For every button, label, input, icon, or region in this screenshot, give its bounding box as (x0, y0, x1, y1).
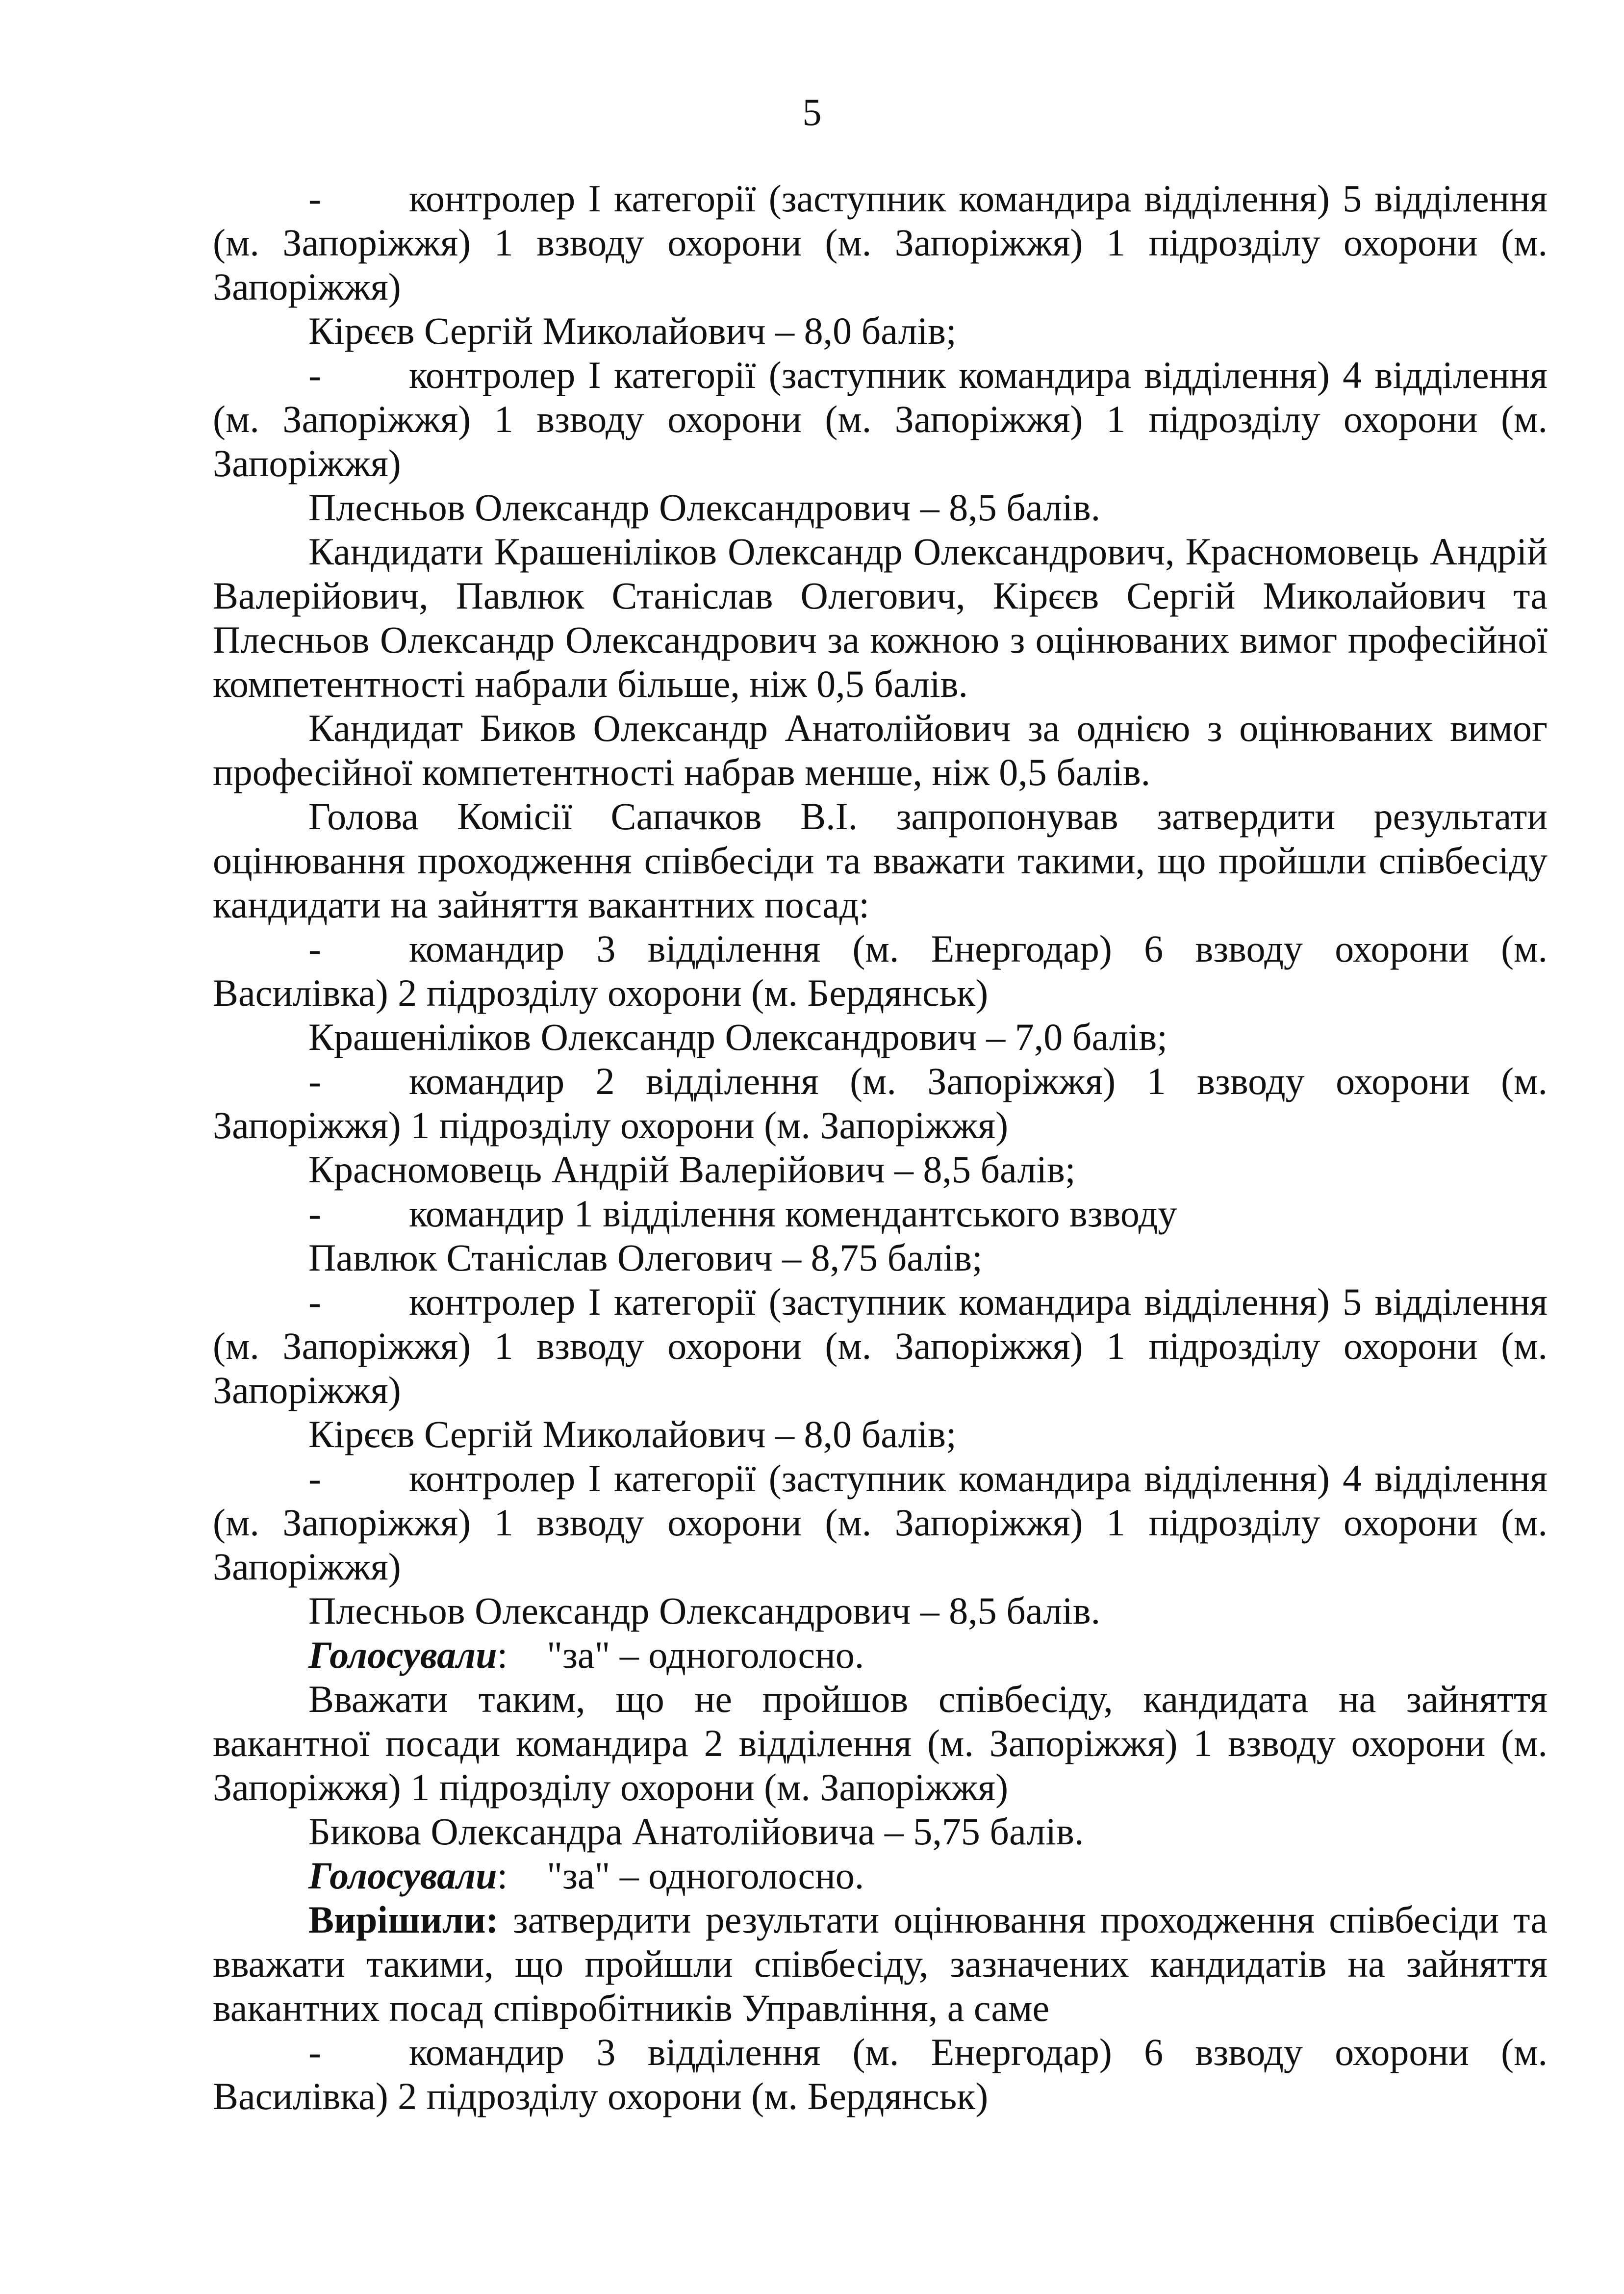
position-list-item (213, 2030, 1548, 2118)
dash-marker: - (308, 1060, 321, 1102)
candidate-score: Кірєєв Сергій Миколайович – 8,0 балів; (308, 309, 957, 352)
position-text: контролер І категорії (заступник командира відділення) 5 відділення (м. Запоріжжя) 1 взводу охорони (м. Запоріжжя) 1 підрозділу охорони (м. Запоріжжя) (213, 1280, 1548, 1411)
decision-label: Вирішили: (308, 1898, 499, 1941)
candidate-score: Крашеніліков Олександр Олександрович – 7,0 балів; (308, 1016, 1167, 1058)
candidate-score: Плесньов Олександр Олександрович – 8,5 балів. (308, 486, 1101, 529)
body-paragraph: Голова Комісії Сапачков В.І. запропонував затвердити результати оцінювання проходження співбесіди та вважати такими, що пройшли співбесіду кандидати на зайняття вакантних посад: (213, 795, 1548, 926)
position-text: контролер І категорії (заступник командира відділення) 4 відділення (м. Запоріжжя) 1 взводу охорони (м. Запоріжжя) 1 підрозділу охорони (м. Запоріжжя) (213, 1457, 1548, 1588)
vote-result: "за" – одноголосно. (547, 1854, 864, 1897)
candidate-score: Павлюк Станіслав Олегович – 8,75 балів; (308, 1236, 983, 1279)
position-list-item (213, 927, 1548, 1015)
dash-marker: - (308, 1280, 321, 1323)
position-text: командир 3 відділення (м. Енергодар) 6 взводу охорони (м. Василівка) 2 підрозділу охорони (м. Бердянськ) (213, 927, 1548, 1014)
position-text: контролер І категорії (заступник командира відділення) 5 відділення (м. Запоріжжя) 1 взводу охорони (м. Запоріжжя) 1 підрозділу охорони (м. Запоріжжя) (213, 177, 1548, 308)
dash-marker: - (308, 927, 321, 970)
candidate-score: Плесньов Олександр Олександрович – 8,5 балів. (308, 1589, 1101, 1632)
dash-marker: - (308, 354, 321, 396)
decision-paragraph (213, 1898, 1548, 2030)
position-text: командир 1 відділення комендантського взводу (409, 1192, 1177, 1235)
vote-label: Голосували (308, 1633, 497, 1676)
position-list-item (213, 1059, 1548, 1147)
position-list-item (213, 1192, 1548, 1236)
vote-result: "за" – одноголосно. (547, 1633, 864, 1676)
position-list-item (213, 353, 1548, 485)
document-body (213, 177, 1548, 2118)
position-text: командир 3 відділення (м. Енергодар) 6 взводу охорони (м. Василівка) 2 підрозділу охорони (м. Бердянськ) (213, 2031, 1548, 2117)
candidate-score: Красномовець Андрій Валерійович – 8,5 балів; (308, 1148, 1076, 1191)
dash-marker: - (308, 1192, 321, 1235)
position-list-item (213, 1456, 1548, 1589)
candidate-score: Бикова Олександра Анатолійовича – 5,75 балів. (308, 1810, 1084, 1853)
vote-line (213, 1854, 1548, 1898)
body-paragraph: Кандидати Крашеніліков Олександр Олександрович, Красномовець Андрій Валерійович, Павлюк Станіслав Олегович, Кірєєв Сергій Миколайович та Плесньов Олександр Олександрович за кожною з оцінюваних вимог професійної компетентності набрали більше, ніж 0,5 балів. (213, 530, 1548, 705)
page-number: 5 (802, 91, 822, 133)
position-list-item (213, 177, 1548, 309)
vote-line (213, 1633, 1548, 1677)
position-list-item (213, 1280, 1548, 1412)
vote-label: Голосували (308, 1854, 497, 1897)
dash-marker: - (308, 177, 321, 220)
candidate-score: Кірєєв Сергій Миколайович – 8,0 балів; (308, 1413, 957, 1455)
vote-colon: : (497, 1633, 508, 1676)
position-text: контролер І категорії (заступник командира відділення) 4 відділення (м. Запоріжжя) 1 взводу охорони (м. Запоріжжя) 1 підрозділу охорони (м. Запоріжжя) (213, 354, 1548, 484)
body-paragraph: Вважати таким, що не пройшов співбесіду, кандидата на зайняття вакантної посади командира 2 відділення (м. Запоріжжя) 1 взводу охорони (м. Запоріжжя) 1 підрозділу охорони (м. Запоріжжя) (213, 1678, 1548, 1809)
position-text: командир 2 відділення (м. Запоріжжя) 1 взводу охорони (м. Запоріжжя) 1 підрозділу охорони (м. Запоріжжя) (213, 1060, 1548, 1147)
decision-text: затвердити результати оцінювання проходження співбесіди та вважати такими, що пройшли співбесіду, зазначених кандидатів на зайняття вакантних посад співробітників Управління, а саме (213, 1898, 1548, 2029)
vote-colon: : (497, 1854, 508, 1897)
dash-marker: - (308, 2031, 321, 2073)
dash-marker: - (308, 1457, 321, 1500)
body-paragraph: Кандидат Биков Олександр Анатолійович за однією з оцінюваних вимог професійної компетентності набрав менше, ніж 0,5 балів. (213, 707, 1548, 793)
